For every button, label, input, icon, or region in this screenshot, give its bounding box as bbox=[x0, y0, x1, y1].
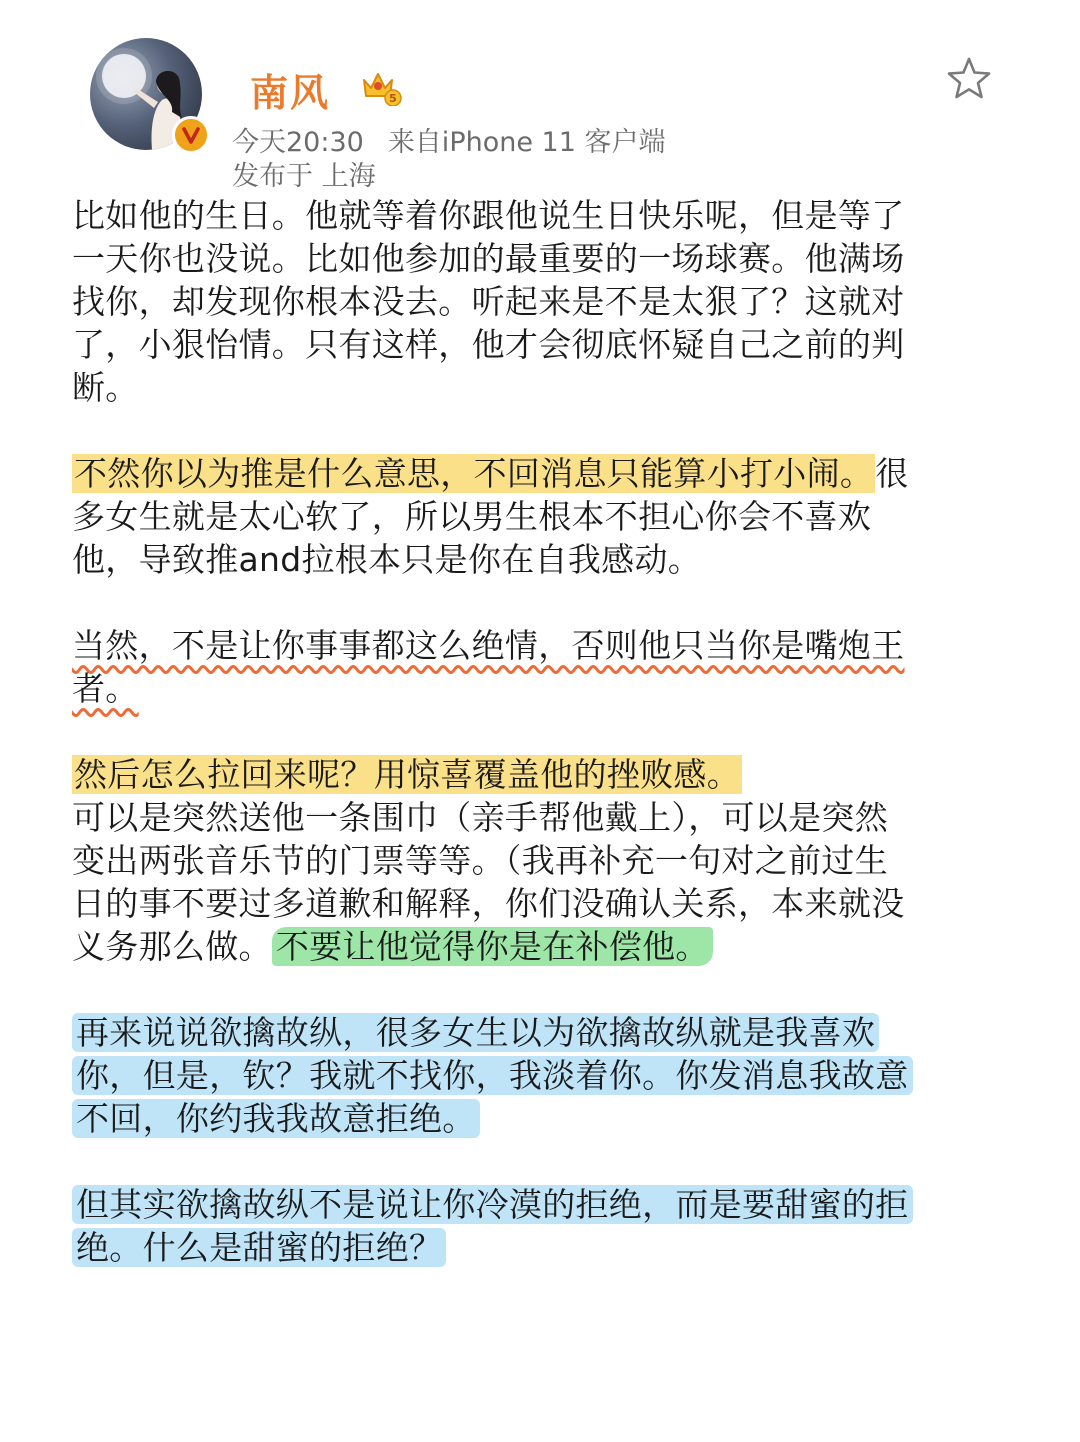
paragraph-3-line bbox=[72, 667, 972, 710]
blue-highlight: 绝。什么是甜蜜的拒绝？ bbox=[72, 1228, 446, 1267]
yellow-highlight: 不然你以为推是什么意思，不回消息只能算小打小闹。 bbox=[74, 454, 874, 493]
verified-v-icon bbox=[181, 125, 201, 145]
paragraph-2-line bbox=[72, 452, 972, 495]
post-header bbox=[0, 0, 1080, 190]
wavy-underline-text: 者。 bbox=[72, 669, 139, 708]
vip-level: 5 bbox=[389, 92, 397, 105]
paragraph-1-line: 一天你也没说。比如他参加的最重要的一场球赛。他满场 bbox=[72, 239, 905, 278]
paragraph-1-line: 断。 bbox=[72, 368, 139, 407]
blue-highlight: 再来说说欲擒故纵，很多女生以为欲擒故纵就是我喜欢 bbox=[72, 1013, 879, 1052]
paragraph-5-line bbox=[72, 1097, 972, 1140]
paragraph-4-line: 变出两张音乐节的门票等等。（我再补充一句对之前过生 bbox=[72, 841, 888, 880]
blue-highlight: 但其实欲擒故纵不是说让你冷漠的拒绝，而是要甜蜜的拒 bbox=[72, 1185, 913, 1224]
paragraph-2-line: 他，导致推and拉根本只是你在自我感动。 bbox=[72, 540, 702, 579]
paragraph-1-line: 找你，却发现你根本没去。听起来是不是太狠了？这就对 bbox=[72, 282, 905, 321]
paragraph-2-line: 多女生就是太心软了，所以男生根本不担心你会不喜欢 bbox=[72, 497, 872, 536]
paragraph-2-tail: 很 bbox=[875, 454, 909, 493]
paragraph-5-line bbox=[72, 1054, 972, 1097]
paragraph-4-line bbox=[72, 925, 972, 968]
user-name[interactable]: 南风 bbox=[250, 71, 331, 115]
favorite-star-icon[interactable] bbox=[946, 56, 992, 100]
post-source[interactable]: 来自iPhone 11 客户端 bbox=[387, 127, 666, 158]
paragraph-1-line: 比如他的生日。他就等着你跟他说生日快乐呢，但是等了 bbox=[72, 196, 905, 235]
paragraph-4-line bbox=[72, 753, 972, 796]
wavy-underline-text: 当然，不是让你事事都这么绝情，否则他只当你是嘴炮王 bbox=[72, 626, 905, 665]
vip-crown-icon bbox=[360, 68, 402, 106]
paragraph-3-line bbox=[72, 624, 972, 667]
blue-highlight: 你，但是，钦？我就不找你，我淡着你。你发消息我故意 bbox=[72, 1056, 913, 1095]
post-time: 今天20:30 bbox=[232, 127, 364, 158]
blue-highlight: 不回，你约我我故意拒绝。 bbox=[72, 1099, 480, 1138]
paragraph-4-line: 日的事不要过多道歉和解释，你们没确认关系，本来就没 bbox=[72, 884, 905, 923]
verified-badge bbox=[172, 116, 210, 154]
paragraph-4-plain: 义务那么做。 bbox=[72, 927, 272, 966]
paragraph-6-line bbox=[72, 1226, 972, 1269]
green-highlight: 不要让他觉得你是在补偿他。 bbox=[272, 927, 713, 966]
paragraph-5-line bbox=[72, 1011, 972, 1054]
paragraph-6-line bbox=[72, 1183, 972, 1226]
paragraph-4-line: 可以是突然送他一条围巾（亲手帮他戴上），可以是突然 bbox=[72, 798, 888, 837]
yellow-highlight: 然后怎么拉回来呢？用惊喜覆盖他的挫败感。 bbox=[74, 755, 740, 794]
post-content bbox=[72, 194, 972, 1269]
post-location: 发布于 上海 bbox=[232, 161, 376, 192]
paragraph-1-line: 了，小狠怡情。只有这样，他才会彻底怀疑自己之前的判 bbox=[72, 325, 905, 364]
